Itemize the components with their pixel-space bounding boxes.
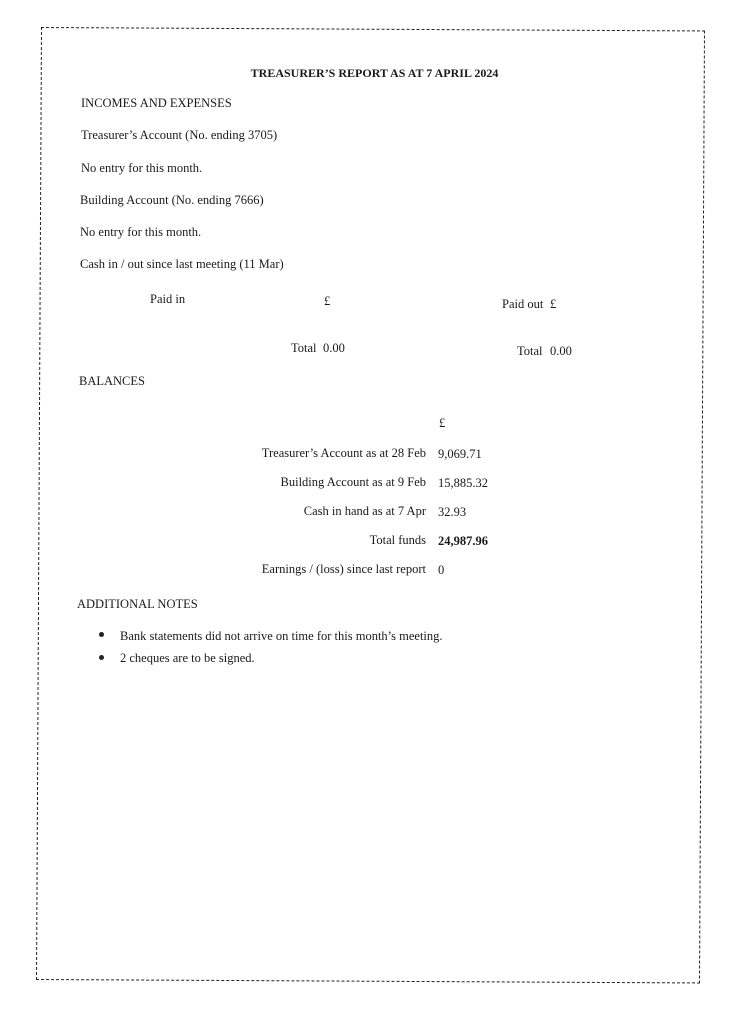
balance-label-cash: Cash in hand as at 7 Apr [303, 504, 426, 518]
balances-heading: BALANCES [79, 374, 145, 388]
report-title: TREASURER’S REPORT AS AT 7 APRIL 2024 [250, 66, 499, 80]
balance-value-treasurer: 9,069.71 [438, 447, 482, 461]
note-item: Bank statements did not arrive on time for this month’s meeting. [120, 629, 443, 643]
note-item: 2 cheques are to be signed. [120, 651, 255, 665]
paid-in-label: Paid in [150, 292, 186, 306]
paid-out-currency: £ [550, 297, 557, 311]
balance-value-building: 15,885.32 [438, 476, 488, 490]
total-out-value: 0.00 [550, 344, 572, 358]
paid-in-currency: £ [324, 294, 331, 308]
cash-in-out-label: Cash in / out since last meeting (11 Mar) [80, 257, 284, 271]
balance-value-total: 24,987.96 [438, 534, 488, 548]
building-account-label: Building Account (No. ending 7666) [80, 193, 264, 207]
treasurer-account-note: No entry for this month. [81, 161, 203, 175]
balance-label-treasurer: Treasurer’s Account as at 28 Feb [261, 446, 426, 460]
balance-value-cash: 32.93 [438, 505, 467, 519]
balances-currency: £ [439, 416, 446, 430]
building-account-note: No entry for this month. [80, 225, 202, 239]
total-out-label: Total [517, 344, 543, 358]
balance-label-building: Building Account as at 9 Feb [280, 475, 426, 489]
total-in-label: Total [291, 341, 317, 355]
treasurer-account-label: Treasurer’s Account (No. ending 3705) [81, 128, 278, 142]
notes-heading: ADDITIONAL NOTES [77, 597, 198, 611]
balance-label-earnings: Earnings / (loss) since last report [261, 562, 426, 576]
balance-label-total: Total funds [369, 533, 426, 547]
balance-value-earnings: 0 [438, 563, 445, 577]
paid-out-label: Paid out [502, 297, 544, 311]
bullet-icon [99, 632, 104, 637]
total-in-value: 0.00 [323, 341, 345, 355]
incomes-heading: INCOMES AND EXPENSES [81, 96, 232, 110]
bullet-icon [99, 655, 104, 660]
